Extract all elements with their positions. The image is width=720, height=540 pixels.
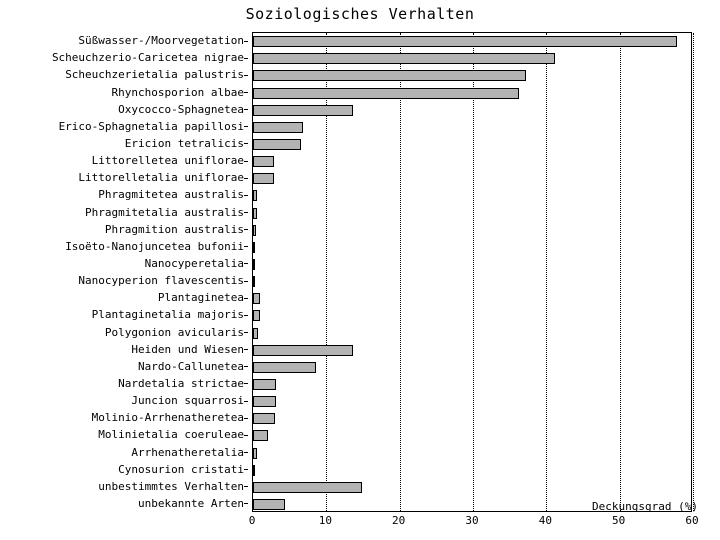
gridline [693, 33, 694, 511]
y-tick-label: Nanocyperetalia [144, 256, 244, 270]
y-tick-mark [244, 281, 248, 282]
bar [253, 328, 258, 339]
y-tick-label: Scheuchzerio-Caricetea nigrae [51, 51, 244, 65]
y-tick-mark [244, 178, 248, 179]
x-tick-label: 30 [465, 514, 479, 527]
x-tick-label: 10 [318, 514, 332, 527]
bar [253, 208, 257, 219]
y-tick-label: Erico-Sphagnetalia papillosi [58, 119, 244, 133]
y-tick-mark [244, 246, 248, 247]
bar [253, 413, 275, 424]
y-tick-label: Polygonion avicularis [104, 325, 244, 339]
y-tick-label: unbekannte Arten [138, 496, 244, 510]
bar [253, 396, 276, 407]
chart-title: Soziologisches Verhalten [245, 5, 475, 23]
y-tick-label: Molinio-Arrhenatheretea [91, 411, 244, 425]
y-tick-mark [244, 229, 248, 230]
bar [253, 276, 255, 287]
y-tick-label: Cynosurion cristati [118, 462, 244, 476]
bar [253, 122, 303, 133]
x-axis-title: Deckungsgrad (%) [592, 500, 698, 513]
plot-area [252, 32, 692, 512]
y-tick-mark [244, 126, 248, 127]
y-tick-label: Phragmition australis [104, 222, 244, 236]
bar [253, 225, 256, 236]
y-tick-label: Scheuchzerietalia palustris [65, 68, 244, 82]
y-tick-mark [244, 469, 248, 470]
y-tick-mark [244, 58, 248, 59]
bar [253, 482, 362, 493]
y-tick-label: Rhynchosporion albae [111, 85, 244, 99]
bar [253, 88, 519, 99]
y-tick-label: Nanocyperion flavescentis [78, 274, 244, 288]
bar [253, 156, 274, 167]
y-tick-label: Süßwasser-/Moorvegetation [78, 34, 244, 48]
y-tick-label: Ericion tetralicis [124, 136, 244, 150]
y-tick-mark [244, 503, 248, 504]
y-tick-mark [244, 332, 248, 333]
y-tick-label: Juncion squarrosi [131, 394, 244, 408]
y-tick-label: Molinietalia coeruleae [98, 428, 244, 442]
x-tick-label: 20 [392, 514, 406, 527]
bar [253, 379, 276, 390]
y-tick-mark [244, 92, 248, 93]
bar [253, 465, 255, 476]
y-tick-label: unbestimmtes Verhalten [98, 479, 244, 493]
bar [253, 430, 268, 441]
y-tick-mark [244, 263, 248, 264]
bar [253, 36, 677, 47]
y-tick-label: Plantaginetalia majoris [91, 308, 244, 322]
y-tick-mark [244, 195, 248, 196]
y-tick-mark [244, 435, 248, 436]
bar [253, 293, 260, 304]
bar [253, 448, 257, 459]
y-tick-label: Isoëto-Nanojuncetea bufonii [65, 239, 244, 253]
x-tick-label: 50 [612, 514, 626, 527]
y-tick-mark [244, 383, 248, 384]
y-tick-mark [244, 161, 248, 162]
y-tick-mark [244, 315, 248, 316]
y-tick-mark [244, 109, 248, 110]
bar [253, 53, 555, 64]
bar [253, 105, 353, 116]
y-tick-mark [244, 212, 248, 213]
y-tick-label: Littorelletalia uniflorae [78, 171, 244, 185]
y-tick-mark [244, 401, 248, 402]
gridline [400, 33, 401, 511]
bar [253, 70, 526, 81]
y-tick-mark [244, 75, 248, 76]
y-tick-mark [244, 418, 248, 419]
y-tick-label: Nardo-Callunetea [138, 359, 244, 373]
y-tick-mark [244, 143, 248, 144]
bar [253, 259, 255, 270]
bar [253, 173, 274, 184]
y-tick-label: Arrhenatheretalia [131, 445, 244, 459]
y-tick-mark [244, 349, 248, 350]
x-axis-labels [248, 514, 699, 534]
bar [253, 139, 301, 150]
y-tick-label: Plantaginetea [157, 291, 244, 305]
y-tick-mark [244, 486, 248, 487]
bar [253, 345, 353, 356]
y-tick-label: Littorelletea uniflorae [91, 154, 244, 168]
y-tick-mark [244, 366, 248, 367]
y-tick-label: Nardetalia strictae [118, 376, 244, 390]
x-tick-label: 0 [248, 514, 256, 527]
y-tick-mark [244, 452, 248, 453]
bar [253, 310, 260, 321]
gridline [473, 33, 474, 511]
y-tick-mark [244, 298, 248, 299]
x-tick-label: 40 [538, 514, 552, 527]
bar [253, 499, 285, 510]
y-tick-label: Phragmitetalia australis [85, 205, 244, 219]
bar [253, 242, 255, 253]
bar [253, 190, 257, 201]
gridline [620, 33, 621, 511]
x-tick-label: 60 [685, 514, 699, 527]
y-tick-mark [244, 41, 248, 42]
y-tick-label: Phragmitetea australis [98, 188, 244, 202]
y-tick-label: Oxycocco-Sphagnetea [118, 102, 244, 116]
y-axis-labels [0, 32, 248, 512]
gridline [546, 33, 547, 511]
bar [253, 362, 316, 373]
y-tick-label: Heiden und Wiesen [131, 342, 244, 356]
